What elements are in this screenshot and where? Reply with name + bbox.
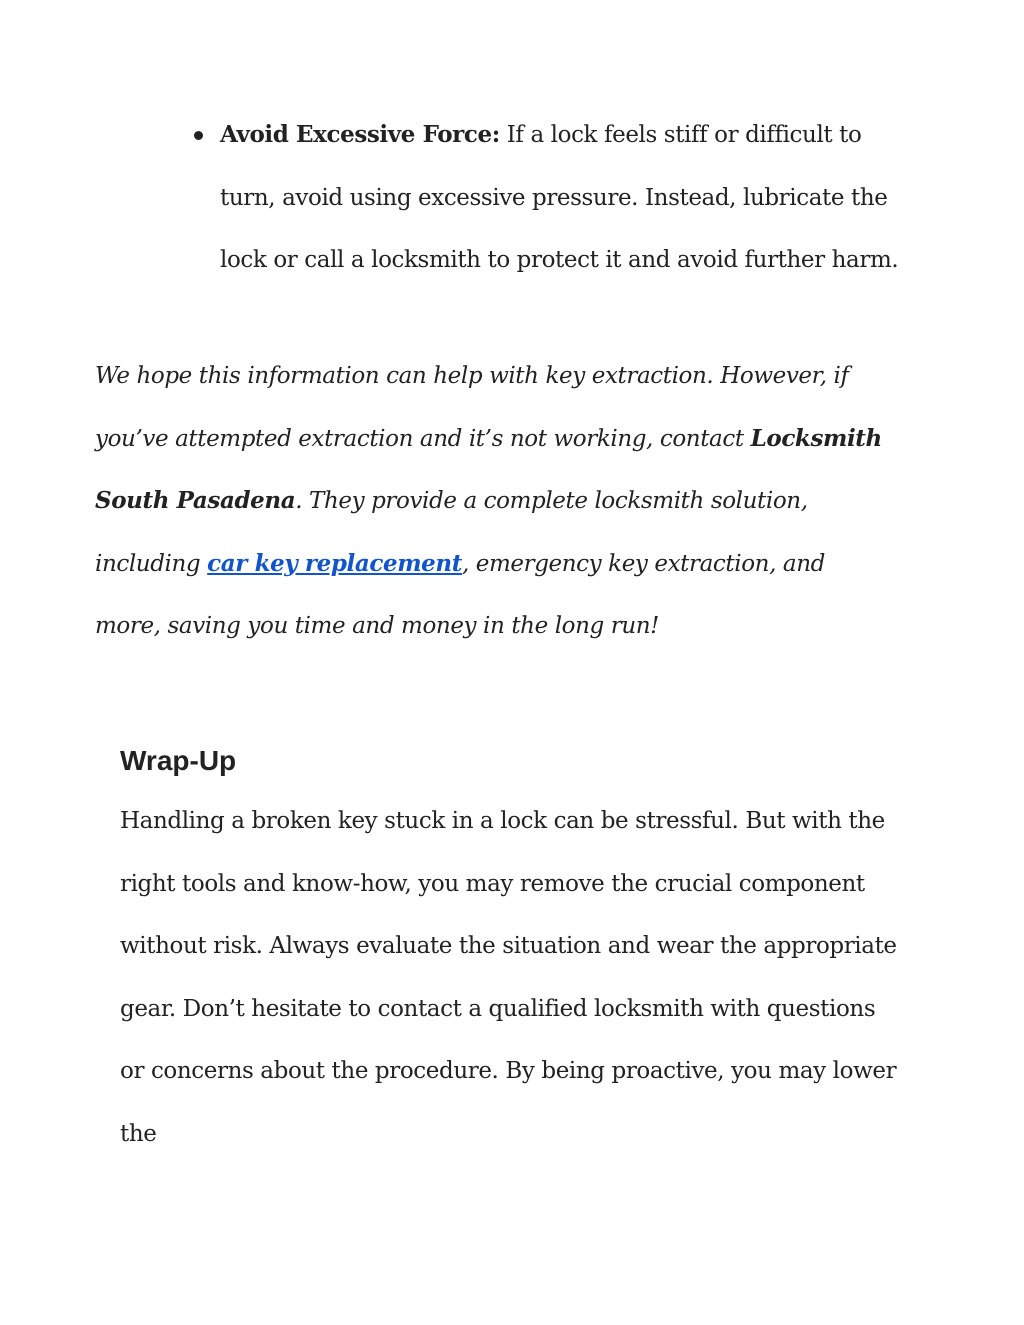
- closing-text-1: We hope this information can help with key extraction. However, if you’ve attempted extraction and it’s not working, contact: [95, 363, 849, 452]
- list-item: [190, 104, 910, 292]
- closing-paragraph: [95, 345, 895, 658]
- wrap-up-paragraph: Handling a broken key stuck in a lock can be stressful. But with the right tools and know-how, you may remove the crucial component without risk. Always evaluate the situation and wear the appropriate gear. Don’t hesitate to contact a qualified locksmith with questions or concerns about the procedure. By being proactive, you may lower the: [120, 808, 897, 1147]
- section-heading: Wrap-Up: [120, 745, 237, 776]
- car-key-replacement-link[interactable]: car key replacement: [207, 549, 462, 577]
- tips-list: [190, 104, 910, 292]
- closing-text-2: . They provide a complete locksmith solution, including: [95, 488, 808, 577]
- bullet-icon: [194, 131, 203, 140]
- bullet-term: Avoid Excessive Force:: [220, 121, 500, 148]
- closing-text-3: , emergency key extraction, and more, saving you time and money in the long run!: [95, 550, 825, 639]
- bullet-text: If a lock feels stiff or difficult to turn, avoid using excessive pressure. Instead, lubricate the lock or call a locksmith to protect it and avoid further harm.: [220, 122, 899, 273]
- brand-name: Locksmith South Pasadena: [95, 424, 882, 514]
